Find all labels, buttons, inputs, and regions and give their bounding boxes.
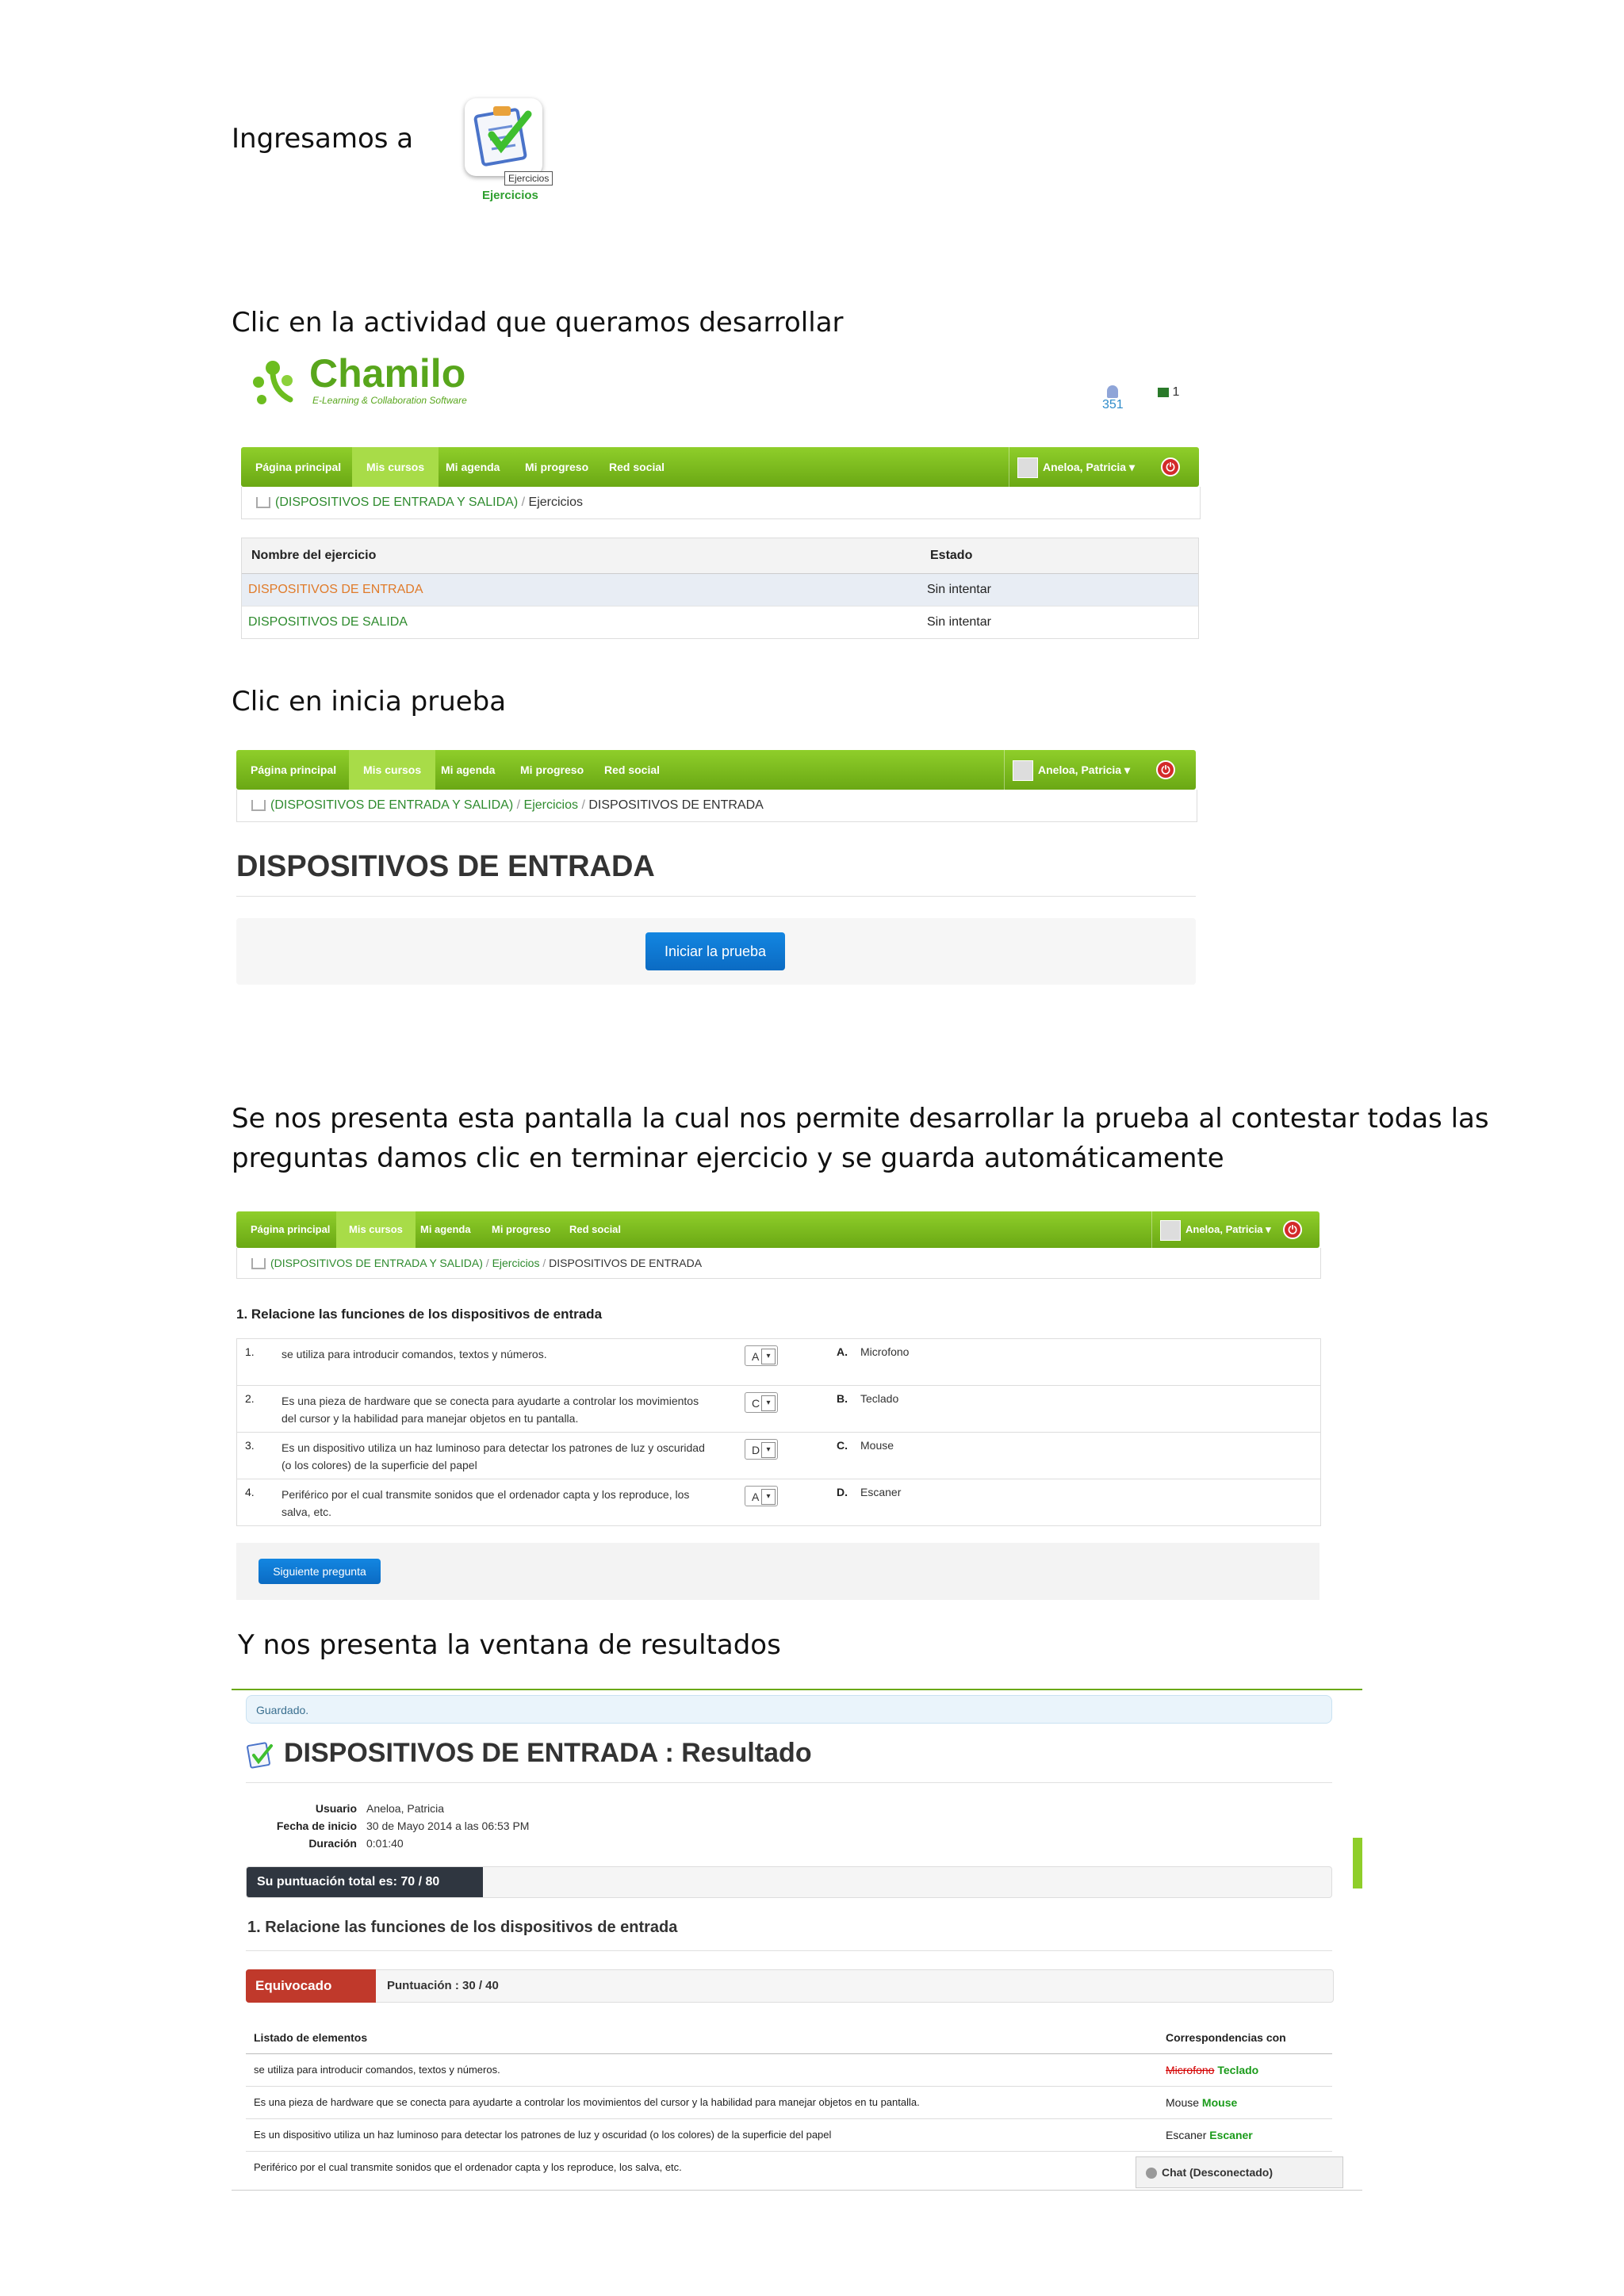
result-meta-values	[366, 1800, 529, 1852]
answer-select[interactable]	[745, 1345, 778, 1366]
correct-answer: Mouse	[1201, 2096, 1238, 2109]
chat-icon	[1158, 388, 1169, 397]
result-meta-labels	[246, 1800, 357, 1852]
item-text: se utiliza para introducir comandos, textos y números.	[254, 2064, 500, 2076]
row-statement: Es un dispositivo utiliza un haz luminoso para detectar los patrones de luz y oscuridad (o los colores) de la superficie del papel	[282, 1441, 705, 1471]
nav-user-name: Aneloa, Patricia	[1043, 461, 1127, 473]
col-items-header: Listado de elementos	[254, 2031, 368, 2044]
chevron-down-icon: ▾	[761, 1442, 776, 1458]
chat-badge[interactable]	[1158, 385, 1179, 400]
table-row	[246, 2054, 1332, 2087]
table-header	[242, 538, 1198, 574]
avatar	[1013, 760, 1033, 781]
caret-down-icon: ▾	[1124, 763, 1130, 776]
table-row[interactable]	[242, 607, 1198, 638]
answer-select-value: C	[752, 1397, 760, 1410]
nav-mis-cursos[interactable]: Mis cursos	[349, 750, 435, 790]
duration-label: Duración	[308, 1837, 357, 1850]
answer-select-value: D	[752, 1444, 760, 1456]
ejercicios-app-icon[interactable]	[465, 98, 542, 176]
table-row	[237, 1479, 1320, 1525]
given-answer: Mouse	[1166, 2096, 1200, 2109]
checklist-icon	[465, 98, 542, 176]
item-text: Es un dispositivo utiliza un haz luminoso para detectar los patrones de luz y oscuridad (o los colores) de la superficie del papel	[254, 2129, 832, 2141]
breadcrumb-ejercicios: Ejercicios	[528, 496, 583, 509]
given-answer: Escaner	[1166, 2129, 1207, 2141]
breadcrumb-course[interactable]: (DISPOSITIVOS DE ENTRADA Y SALIDA)	[270, 798, 514, 812]
table-row	[237, 1386, 1320, 1433]
power-icon[interactable]: ⏻	[1161, 457, 1180, 476]
chat-status-text: Chat (Desconectado)	[1162, 2166, 1274, 2179]
quiz-question-title: 1. Relacione las funciones de los dispositivos de entrada	[236, 1307, 603, 1322]
breadcrumb-course[interactable]: (DISPOSITIVOS DE ENTRADA Y SALIDA)	[275, 496, 519, 509]
ejercicios-tooltip: Ejercicios	[504, 171, 553, 186]
breadcrumb-exercise: DISPOSITIVOS DE ENTRADA	[549, 1257, 703, 1269]
next-question-button[interactable]: Siguiente pregunta	[259, 1559, 381, 1584]
home-icon[interactable]	[251, 1258, 266, 1269]
option-text: Teclado	[860, 1392, 899, 1405]
exercise-state: Sin intentar	[927, 615, 991, 629]
caret-down-icon: ▾	[1128, 461, 1135, 473]
answer-select[interactable]	[745, 1392, 778, 1413]
item-text: Periférico por el cual transmite sonidos que el ordenador capta y los reproduce, los salva, etc.	[254, 2161, 682, 2173]
matching-question-table	[236, 1338, 1321, 1526]
step-quiz-text-2: preguntas damos clic en terminar ejercicio y se guarda automáticamente	[232, 1142, 1224, 1174]
user-icon	[1107, 385, 1118, 398]
nav-user-name: Aneloa, Patricia	[1038, 763, 1122, 776]
logo-tagline: E-Learning & Collaboration Software	[312, 395, 467, 406]
option-letter: A.	[837, 1345, 848, 1358]
user-label: Usuario	[315, 1802, 357, 1815]
chamilo-chameleon-icon	[241, 350, 304, 414]
nav-mi-agenda[interactable]: Mi agenda	[446, 461, 500, 473]
exercise-list-table	[241, 538, 1199, 639]
total-score-text: Su puntuación total es: 70 / 80	[257, 1875, 440, 1888]
row-statement: Es una pieza de hardware que se conecta para ayudarte a controlar los movimientos del cursor y la habilidad para manejar objetos en tu pantalla.	[282, 1395, 699, 1425]
breadcrumb-course[interactable]: (DISPOSITIVOS DE ENTRADA Y SALIDA)	[270, 1257, 483, 1269]
row-number: 3.	[245, 1439, 255, 1452]
question-points: Puntuación : 30 / 40	[387, 1979, 499, 1992]
table-row	[246, 2087, 1332, 2119]
correct-answer: Escaner	[1209, 2129, 1253, 2141]
nav-mis-cursos[interactable]: Mis cursos	[336, 1211, 416, 1248]
divider	[246, 1950, 1332, 1951]
home-icon[interactable]	[251, 800, 266, 811]
item-text: Es una pieza de hardware que se conecta para ayudarte a controlar los movimientos del cursor y la habilidad para manejar objetos en tu pantalla.	[254, 2096, 920, 2108]
users-online-badge[interactable]	[1102, 385, 1124, 412]
chevron-down-icon: ▾	[761, 1349, 776, 1364]
nav-user-menu[interactable]	[1004, 750, 1130, 790]
exercise-link-entrada[interactable]: DISPOSITIVOS DE ENTRADA	[248, 583, 423, 596]
option-text: Mouse	[860, 1439, 894, 1452]
power-icon[interactable]: ⏻	[1283, 1220, 1302, 1239]
nav-mi-agenda[interactable]: Mi agenda	[441, 763, 496, 776]
answer-select[interactable]	[745, 1486, 778, 1506]
option-text: Escaner	[860, 1486, 902, 1498]
saved-alert: Guardado.	[246, 1695, 1332, 1724]
row-number: 2.	[245, 1392, 255, 1405]
result-title: DISPOSITIVOS DE ENTRADA : Resultado	[284, 1738, 812, 1768]
users-count: 351	[1102, 398, 1124, 411]
nav-mi-agenda[interactable]: Mi agenda	[420, 1223, 471, 1235]
correct-answer: Teclado	[1217, 2064, 1259, 2076]
main-navbar	[236, 1211, 1320, 1248]
breadcrumb: (DISPOSITIVOS DE ENTRADA Y SALIDA) / Ejercicios	[241, 487, 1201, 519]
table-row	[237, 1339, 1320, 1386]
nav-mi-progreso[interactable]: Mi progreso	[520, 763, 584, 776]
option-letter: C.	[837, 1439, 848, 1452]
table-row	[237, 1433, 1320, 1479]
intro-text: Ingresamos a	[232, 123, 414, 155]
avatar	[1017, 457, 1038, 478]
exercise-state: Sin intentar	[927, 583, 991, 596]
quiz-actions-panel	[236, 1543, 1320, 1600]
row-number: 1.	[245, 1345, 255, 1358]
ejercicios-label[interactable]: Ejercicios	[482, 189, 538, 202]
home-icon[interactable]	[256, 497, 270, 508]
avatar	[1160, 1220, 1181, 1241]
answer-select[interactable]	[745, 1439, 778, 1460]
main-navbar	[236, 750, 1196, 790]
results-bottom-rule	[232, 2190, 1362, 2191]
breadcrumb: (DISPOSITIVOS DE ENTRADA Y SALIDA) / Ejercicios / DISPOSITIVOS DE ENTRADA	[236, 1248, 1321, 1279]
divider	[236, 896, 1196, 897]
nav-mi-progreso[interactable]: Mi progreso	[492, 1223, 551, 1235]
step-activity-text: Clic en la actividad que queramos desarrollar	[232, 307, 844, 339]
nav-user-name: Aneloa, Patricia	[1185, 1223, 1263, 1235]
option-letter: D.	[837, 1486, 848, 1498]
chat-widget[interactable]	[1136, 2156, 1343, 2188]
step-results-text: Y nos presenta la ventana de resultados	[238, 1629, 781, 1661]
col-match-header: Correspondencias con	[1166, 2031, 1286, 2044]
exercise-link-salida[interactable]: DISPOSITIVOS DE SALIDA	[248, 615, 408, 629]
col-state-header: Estado	[930, 549, 973, 562]
answer-select-value: A	[752, 1350, 760, 1363]
col-name-header: Nombre del ejercicio	[251, 549, 377, 562]
row-number: 4.	[245, 1486, 255, 1498]
result-question-title: 1. Relacione las funciones de los dispositivos de entrada	[247, 1919, 678, 1936]
nav-user-menu[interactable]	[1151, 1211, 1271, 1248]
option-letter: B.	[837, 1392, 848, 1405]
status-badge: Equivocado	[246, 1969, 376, 2003]
chat-count: 1	[1172, 385, 1180, 399]
side-tab-handle[interactable]	[1353, 1838, 1362, 1888]
answer-select-value: A	[752, 1490, 760, 1503]
given-answer: Microfono	[1166, 2064, 1215, 2076]
start-date-value: 30 de Mayo 2014 a las 06:53 PM	[366, 1820, 530, 1832]
duration-value: 0:01:40	[366, 1837, 404, 1850]
chevron-down-icon: ▾	[761, 1395, 776, 1411]
step-start-text: Clic en inicia prueba	[232, 686, 507, 718]
offline-status-icon	[1146, 2168, 1157, 2179]
logo-name: Chamilo	[309, 351, 466, 396]
chevron-down-icon: ▾	[761, 1489, 776, 1505]
divider	[246, 1782, 1332, 1783]
row-statement: Periférico por el cual transmite sonidos que el ordenador capta y los reproduce, los salva, etc.	[282, 1488, 690, 1518]
step-quiz-text-1: Se nos presenta esta pantalla la cual nos permite desarrollar la prueba al contestar todas las	[232, 1103, 1489, 1135]
table-row[interactable]	[242, 574, 1198, 607]
nav-pagina-principal[interactable]: Página principal	[251, 1223, 331, 1235]
nav-user-menu[interactable]	[1009, 447, 1135, 487]
caret-down-icon: ▾	[1266, 1223, 1271, 1235]
checklist-icon	[244, 1739, 276, 1775]
row-statement: se utiliza para introducir comandos, textos y números.	[282, 1348, 547, 1360]
nav-red-social[interactable]: Red social	[604, 763, 661, 776]
start-date-label: Fecha de inicio	[276, 1820, 357, 1832]
exercise-title: DISPOSITIVOS DE ENTRADA	[236, 850, 655, 883]
results-top-rule	[232, 1689, 1362, 1690]
nav-pagina-principal[interactable]: Página principal	[255, 461, 342, 473]
main-navbar	[241, 447, 1199, 487]
breadcrumb: (DISPOSITIVOS DE ENTRADA Y SALIDA) / Ejercicios / DISPOSITIVOS DE ENTRADA	[236, 790, 1197, 822]
breadcrumb-exercise: DISPOSITIVOS DE ENTRADA	[588, 798, 764, 812]
nav-red-social[interactable]: Red social	[569, 1223, 622, 1235]
breadcrumb-ejercicios[interactable]: Ejercicios	[523, 798, 578, 812]
user-value: Aneloa, Patricia	[366, 1802, 445, 1815]
breadcrumb-ejercicios[interactable]: Ejercicios	[492, 1257, 540, 1269]
nav-pagina-principal[interactable]: Página principal	[251, 763, 337, 776]
start-test-button[interactable]: Iniciar la prueba	[645, 932, 785, 970]
table-header	[246, 2022, 1332, 2054]
chamilo-logo[interactable]	[241, 350, 487, 414]
nav-mis-cursos[interactable]: Mis cursos	[352, 447, 439, 487]
nav-red-social[interactable]: Red social	[609, 461, 665, 473]
power-icon[interactable]: ⏻	[1156, 760, 1175, 779]
table-row	[246, 2119, 1332, 2152]
option-text: Microfono	[860, 1345, 910, 1358]
nav-mi-progreso[interactable]: Mi progreso	[525, 461, 589, 473]
